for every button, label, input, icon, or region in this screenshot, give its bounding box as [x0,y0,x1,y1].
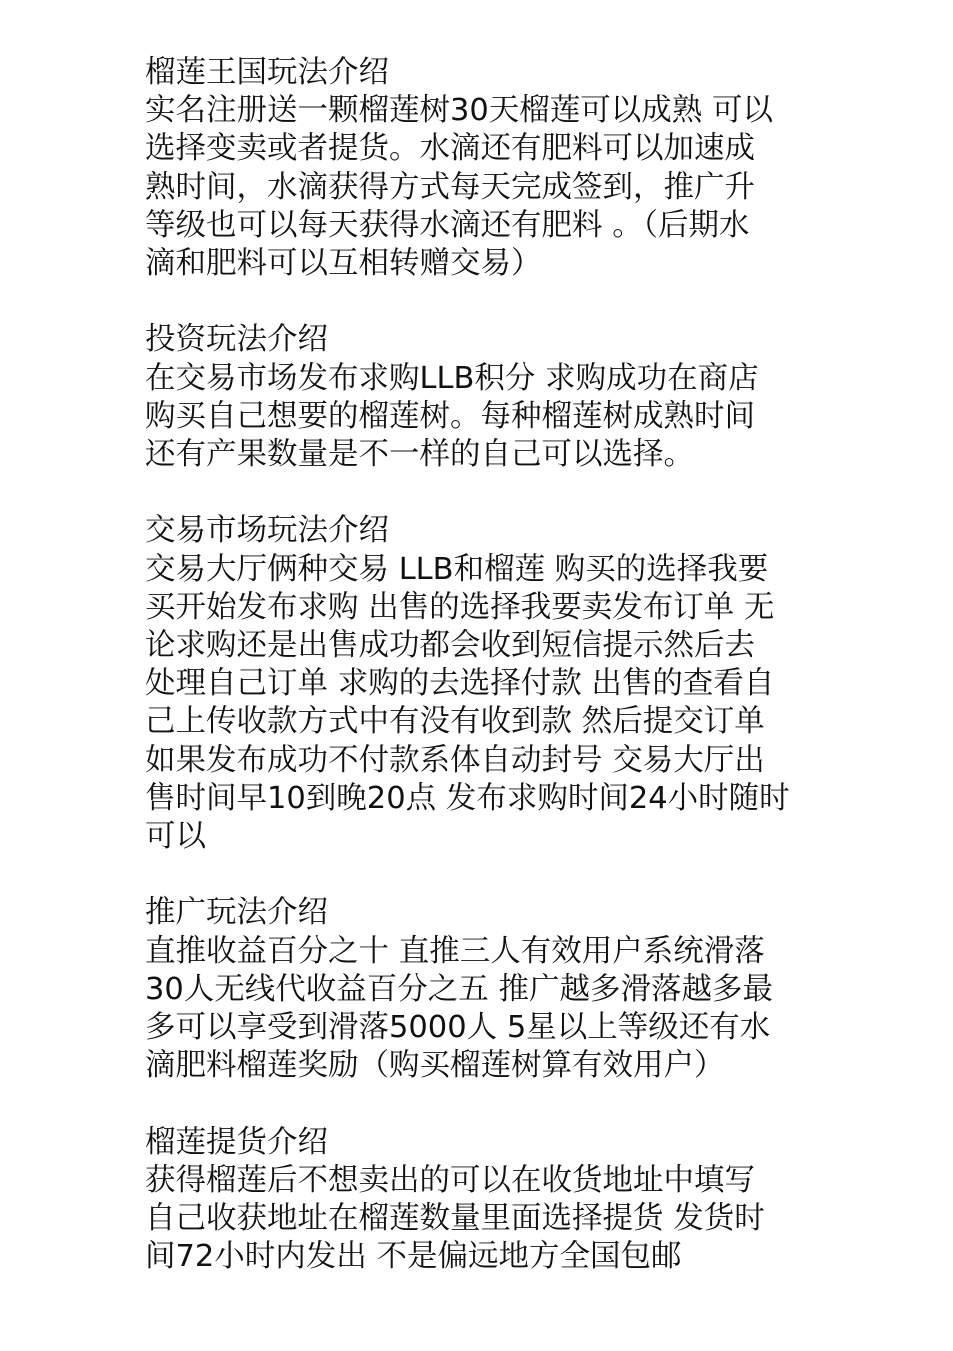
section-title: 交易市场玩法介绍 [145,513,389,549]
text-line: 获得榴莲后不想卖出的可以在收货地址中填写 [145,1162,755,1198]
text-line: 选择变卖或者提货。水滴还有肥料可以加速成 [145,131,755,167]
text-line: 论求购还是出售成功都会收到短信提示然后去 [145,628,755,664]
section-title: 榴莲王国玩法介绍 [145,55,389,90]
text-line: 实名注册送一颗榴莲树30天榴莲可以成熟 可以 [145,93,774,129]
document-body [145,54,825,1276]
text-line: 如果发布成功不付款系体自动封号 交易大厅出 [145,742,765,778]
text-line: 己上传收款方式中有没有收到款 然后提交订单 [145,704,765,740]
text-line: 熟时间，水滴获得方式每天完成签到，推广升 [145,169,755,205]
section-title: 榴莲提货介绍 [145,1124,328,1160]
section-durian-kingdom [145,54,825,283]
text-line: 直推收益百分之十 直推三人有效用户系统滑落 [145,933,765,969]
text-line: 可以 [145,819,206,855]
section-delivery [145,1124,825,1277]
text-line: 自己收获地址在榴莲数量里面选择提货 发货时 [145,1201,765,1237]
text-line: 售时间早10到晚20点 发布求购时间24小时随时 [145,780,790,816]
text-line: 30人无线代收益百分之五 推广越多滑落越多最 [145,971,774,1007]
section-title: 投资玩法介绍 [145,322,328,358]
text-line: 交易大厅俩种交易 LLB和榴莲 购买的选择我要 [145,551,769,587]
section-investment [145,321,825,474]
text-line: 间72小时内发出 不是偏远地方全国包邮 [145,1239,682,1275]
text-line: 处理自己订单 求购的去选择付款 出售的查看自 [145,666,775,702]
text-line: 购买自己想要的榴莲树。每种榴莲树成熟时间 [145,398,755,434]
text-line: 滴和肥料可以互相转赠交易） [145,246,542,282]
section-promotion [145,894,825,1085]
section-title: 推广玩法介绍 [145,895,328,931]
text-line: 还有产果数量是不一样的自己可以选择。 [145,437,694,473]
text-line: 等级也可以每天获得水滴还有肥料 。（后期水 [145,207,750,243]
text-line: 滴肥料榴莲奖励（购买榴莲树算有效用户） [145,1048,725,1084]
text-line: 买开始发布求购 出售的选择我要卖发布订单 无 [145,589,775,625]
text-line: 多可以享受到滑落5000人 5星以上等级还有水 [145,1010,771,1046]
section-trading-market [145,512,825,856]
text-line: 在交易市场发布求购LLB积分 求购成功在商店 [145,360,759,396]
